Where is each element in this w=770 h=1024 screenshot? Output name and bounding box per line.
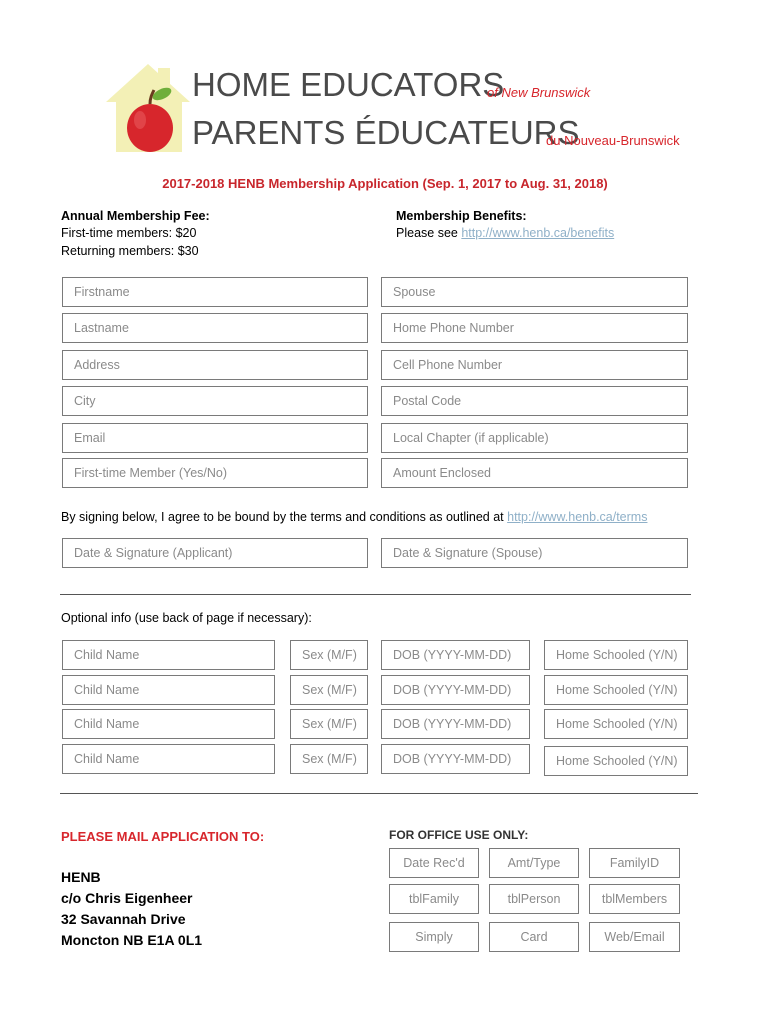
office-date-recd[interactable]: Date Rec'd	[389, 848, 479, 878]
benefits-heading: Membership Benefits:	[396, 209, 527, 223]
fees-heading: Annual Membership Fee:	[61, 209, 210, 223]
firstname-field[interactable]: Firstname	[62, 277, 368, 307]
house-with-apple-icon	[104, 56, 194, 156]
child-sex-field[interactable]: Sex (M/F)	[290, 744, 368, 774]
divider-2	[60, 793, 698, 794]
office-web-email[interactable]: Web/Email	[589, 922, 680, 952]
local-chapter-field[interactable]: Local Chapter (if applicable)	[381, 423, 688, 453]
home-phone-field[interactable]: Home Phone Number	[381, 313, 688, 343]
lastname-field[interactable]: Lastname	[62, 313, 368, 343]
amount-enclosed-field[interactable]: Amount Enclosed	[381, 458, 688, 488]
office-family-id[interactable]: FamilyID	[589, 848, 680, 878]
office-tbl-members[interactable]: tblMembers	[589, 884, 680, 914]
office-simply[interactable]: Simply	[389, 922, 479, 952]
mail-address-line1: HENB	[61, 869, 101, 885]
child-sex-field[interactable]: Sex (M/F)	[290, 640, 368, 670]
office-card[interactable]: Card	[489, 922, 579, 952]
page-title: 2017-2018 HENB Membership Application (Sep. 1, 2017 to Aug. 31, 2018)	[162, 176, 608, 191]
terms-link[interactable]: http://www.henb.ca/terms	[507, 510, 648, 524]
benefits-link[interactable]: http://www.henb.ca/benefits	[461, 226, 615, 240]
logo-line1-sub: of New Brunswick	[487, 85, 591, 100]
office-tbl-family[interactable]: tblFamily	[389, 884, 479, 914]
terms-prefix: By signing below, I agree to be bound by the terms and conditions as outlined at	[61, 510, 508, 524]
divider-1	[60, 594, 691, 595]
fee-returning: Returning members: $30	[61, 244, 199, 258]
office-amt-type[interactable]: Amt/Type	[489, 848, 579, 878]
first-time-member-field[interactable]: First-time Member (Yes/No)	[62, 458, 368, 488]
child-dob-field[interactable]: DOB (YYYY-MM-DD)	[381, 744, 530, 774]
cell-phone-field[interactable]: Cell Phone Number	[381, 350, 688, 380]
child-home-schooled-field[interactable]: Home Schooled (Y/N)	[544, 709, 688, 739]
spouse-signature-field[interactable]: Date & Signature (Spouse)	[381, 538, 688, 568]
child-name-field[interactable]: Child Name	[62, 709, 275, 739]
child-home-schooled-field[interactable]: Home Schooled (Y/N)	[544, 746, 688, 776]
child-name-field[interactable]: Child Name	[62, 744, 275, 774]
address-field[interactable]: Address	[62, 350, 368, 380]
child-sex-field[interactable]: Sex (M/F)	[290, 675, 368, 705]
logo-line1: HOME EDUCATORS	[192, 66, 505, 103]
child-sex-field[interactable]: Sex (M/F)	[290, 709, 368, 739]
fee-first-time: First-time members: $20	[61, 226, 197, 240]
child-name-field[interactable]: Child Name	[62, 640, 275, 670]
child-home-schooled-field[interactable]: Home Schooled (Y/N)	[544, 640, 688, 670]
child-dob-field[interactable]: DOB (YYYY-MM-DD)	[381, 675, 530, 705]
email-field[interactable]: Email	[62, 423, 368, 453]
benefits-line	[396, 226, 614, 240]
mail-address-line2: c/o Chris Eigenheer	[61, 890, 193, 906]
benefits-prefix: Please see	[396, 226, 462, 240]
child-home-schooled-field[interactable]: Home Schooled (Y/N)	[544, 675, 688, 705]
mail-address-line4: Moncton NB E1A 0L1	[61, 932, 203, 948]
applicant-signature-field[interactable]: Date & Signature (Applicant)	[62, 538, 368, 568]
postal-code-field[interactable]: Postal Code	[381, 386, 688, 416]
spouse-field[interactable]: Spouse	[381, 277, 688, 307]
mail-heading: PLEASE MAIL APPLICATION TO:	[61, 829, 265, 844]
optional-heading: Optional info (use back of page if necessary):	[61, 611, 312, 625]
mail-address	[61, 867, 202, 951]
child-dob-field[interactable]: DOB (YYYY-MM-DD)	[381, 709, 530, 739]
child-dob-field[interactable]: DOB (YYYY-MM-DD)	[381, 640, 530, 670]
terms-line	[61, 510, 647, 524]
logo-line2: PARENTS ÉDUCATEURS	[192, 114, 580, 151]
city-field[interactable]: City	[62, 386, 368, 416]
mail-address-line3: 32 Savannah Drive	[61, 911, 186, 927]
child-name-field[interactable]: Child Name	[62, 675, 275, 705]
office-heading: FOR OFFICE USE ONLY:	[389, 828, 529, 842]
office-tbl-person[interactable]: tblPerson	[489, 884, 579, 914]
logo-line2-sub: du Nouveau-Brunswick	[546, 133, 680, 148]
